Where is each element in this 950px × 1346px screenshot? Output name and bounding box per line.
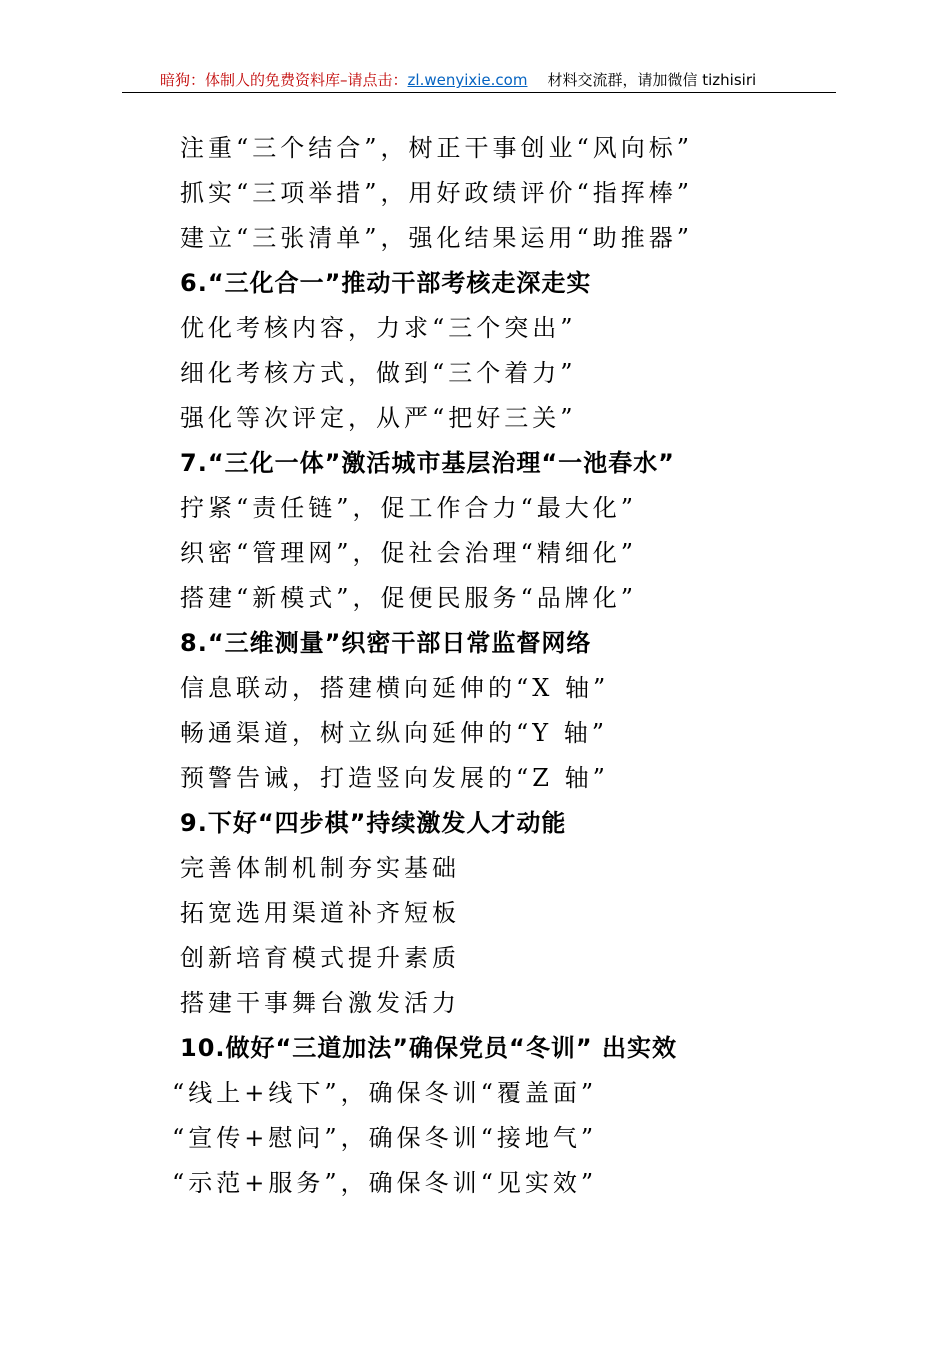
subheading-line: 搭建干事舞台激发活力 [180, 989, 460, 1017]
subheading-line: 创新培育模式提升素质 [180, 944, 460, 972]
subheading-line: 搭建“新模式”，促便民服务“品牌化” [180, 584, 638, 612]
header-link[interactable]: zl.wenyixie.com [407, 71, 528, 89]
subheading-line: 畅通渠道，树立纵向延伸的“Y 轴” [180, 719, 609, 747]
subheading-line: “示范+服务”，确保冬训“见实效” [172, 1169, 598, 1197]
header-prompt: –请点击： [340, 71, 408, 89]
subheading-line: 注重“三个结合”，树正干事创业“风向标” [180, 134, 694, 162]
section-heading: 6.“三化合一”推动干部考核走深走实 [180, 269, 592, 297]
page-header [122, 70, 836, 93]
header-text [160, 70, 756, 90]
subheading-line: “宣传+慰问”，确保冬训“接地气” [172, 1124, 598, 1152]
subheading-line: 细化考核方式，做到“三个着力” [180, 359, 577, 387]
header-contact: 材料交流群，请加微信 tizhisiri [547, 71, 757, 89]
subheading-line: “线上+线下”，确保冬训“覆盖面” [172, 1079, 598, 1107]
section-heading: 8.“三维测量”织密干部日常监督网络 [180, 629, 592, 657]
subheading-line: 预警告诫，打造竖向发展的“Z 轴” [180, 764, 609, 792]
section-heading: 9.下好“四步棋”持续激发人才动能 [180, 809, 567, 837]
subheading-line: 拧紧“责任链”，促工作合力“最大化” [180, 494, 638, 522]
subheading-line: 拓宽选用渠道补齐短板 [180, 899, 460, 927]
subheading-line: 织密“管理网”，促社会治理“精细化” [180, 539, 638, 567]
subheading-line: 强化等次评定，从严“把好三关” [180, 404, 577, 432]
subheading-line: 建立“三张清单”，强化结果运用“助推器” [180, 224, 694, 252]
subheading-line: 抓实“三项举措”，用好政绩评价“指挥棒” [180, 179, 694, 207]
subheading-line: 优化考核内容，力求“三个突出” [180, 314, 577, 342]
header-brand: 暗狗：体制人的免费资料库 [160, 71, 341, 89]
document-body [0, 126, 950, 1206]
subheading-line: 完善体制机制夯实基础 [180, 854, 460, 882]
section-heading: 7.“三化一体”激活城市基层治理“一池春水” [180, 449, 675, 477]
section-heading: 10.做好“三道加法”确保党员“冬训” 出实效 [180, 1034, 677, 1062]
subheading-line: 信息联动，搭建横向延伸的“X 轴” [180, 674, 610, 702]
